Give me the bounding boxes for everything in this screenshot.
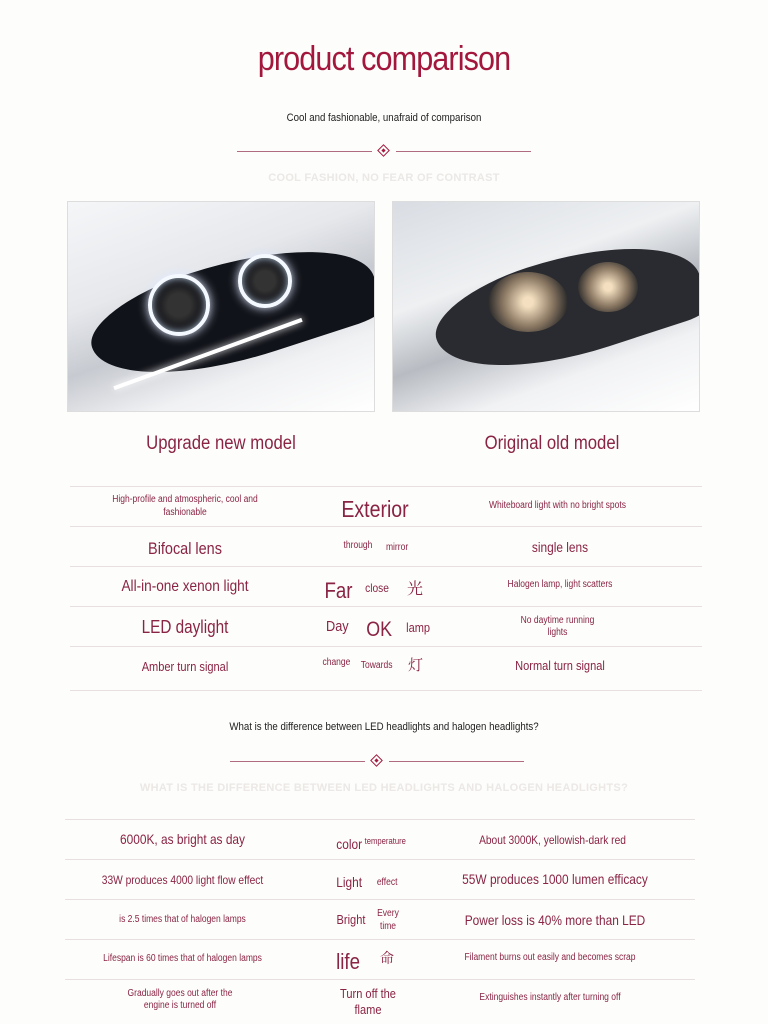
old-headlight-image <box>392 201 700 412</box>
question-heading: What is the difference between LED headlights and halogen headlights? <box>229 721 539 733</box>
mid-word: effect <box>376 877 398 888</box>
right-cell: Power loss is 40% more than LED <box>464 912 646 929</box>
page-title: product comparison <box>257 40 511 78</box>
mid-cell: Turn off the flame <box>340 985 396 1017</box>
mid-word: Day <box>326 618 349 635</box>
right-cell: Whiteboard light with no bright spots <box>488 500 627 512</box>
right-cell: Extinguishes instantly after turning off <box>479 991 621 1003</box>
right-cell: Normal turn signal <box>515 657 605 673</box>
left-cell: Bifocal lens <box>148 538 222 558</box>
right-cell: 55W produces 1000 lumen efficacy <box>462 871 648 888</box>
mid-word: 命 <box>380 950 394 966</box>
mid-word: 灯 <box>408 657 424 674</box>
mid-word: temperature <box>364 836 406 846</box>
row-divider <box>70 690 702 691</box>
left-cell: High-profile and atmospheric, cool and fashionable <box>112 494 258 518</box>
right-cell: Halogen lamp, light scatters <box>507 579 613 591</box>
ghost-heading: WHAT IS THE DIFFERENCE BETWEEN LED HEADLIGHTS AND HALOGEN HEADLIGHTS? <box>139 782 629 794</box>
divider <box>389 761 524 762</box>
left-cell: Lifespan is 60 times that of halogen lamps <box>103 952 262 964</box>
mid-word: lamp <box>406 620 431 635</box>
left-cell: is 2.5 times that of halogen lamps <box>119 913 246 925</box>
left-cell: All-in-one xenon light <box>121 577 249 595</box>
diamond-icon <box>377 144 390 157</box>
caption-old-model: Original old model <box>484 433 620 454</box>
mid-word: 光 <box>407 581 424 598</box>
mid-word: through <box>343 540 373 551</box>
mid-word: Far <box>324 578 353 603</box>
divider <box>237 151 372 152</box>
divider <box>230 761 365 762</box>
left-cell: Gradually goes out after the engine is turned off <box>127 987 233 1011</box>
ghost-heading: COOL FASHION, NO FEAR OF CONTRAST <box>268 172 500 184</box>
right-cell: single lens <box>531 538 589 555</box>
right-cell: About 3000K, yellowish-dark red <box>479 832 626 847</box>
left-cell: LED daylight <box>141 616 229 637</box>
subtitle: Cool and fashionable, unafraid of comparison <box>286 112 482 124</box>
mid-word: Towards <box>360 660 393 671</box>
divider <box>396 151 531 152</box>
left-cell: Amber turn signal <box>141 658 229 674</box>
mid-word: life <box>336 949 361 974</box>
mid-word: mirror <box>385 542 409 553</box>
left-cell: 33W produces 4000 light flow effect <box>101 872 264 887</box>
mid-word: Bright <box>336 912 366 927</box>
right-cell: Filament burns out easily and becomes scrap <box>464 951 636 963</box>
caption-new-model: Upgrade new model <box>146 433 296 454</box>
mid-word: close <box>365 581 389 595</box>
left-cell: 6000K, as bright as day <box>119 831 246 848</box>
diamond-icon <box>370 754 383 767</box>
mid-word: OK <box>366 618 393 641</box>
mid-word: Light <box>336 874 363 890</box>
mid-word: change <box>322 657 351 668</box>
mid-cell: Exterior <box>341 496 409 523</box>
right-cell: No daytime running lights <box>520 614 595 638</box>
mid-word: Every time <box>377 908 399 932</box>
mid-word: color <box>336 836 363 852</box>
new-headlight-image <box>67 201 375 412</box>
